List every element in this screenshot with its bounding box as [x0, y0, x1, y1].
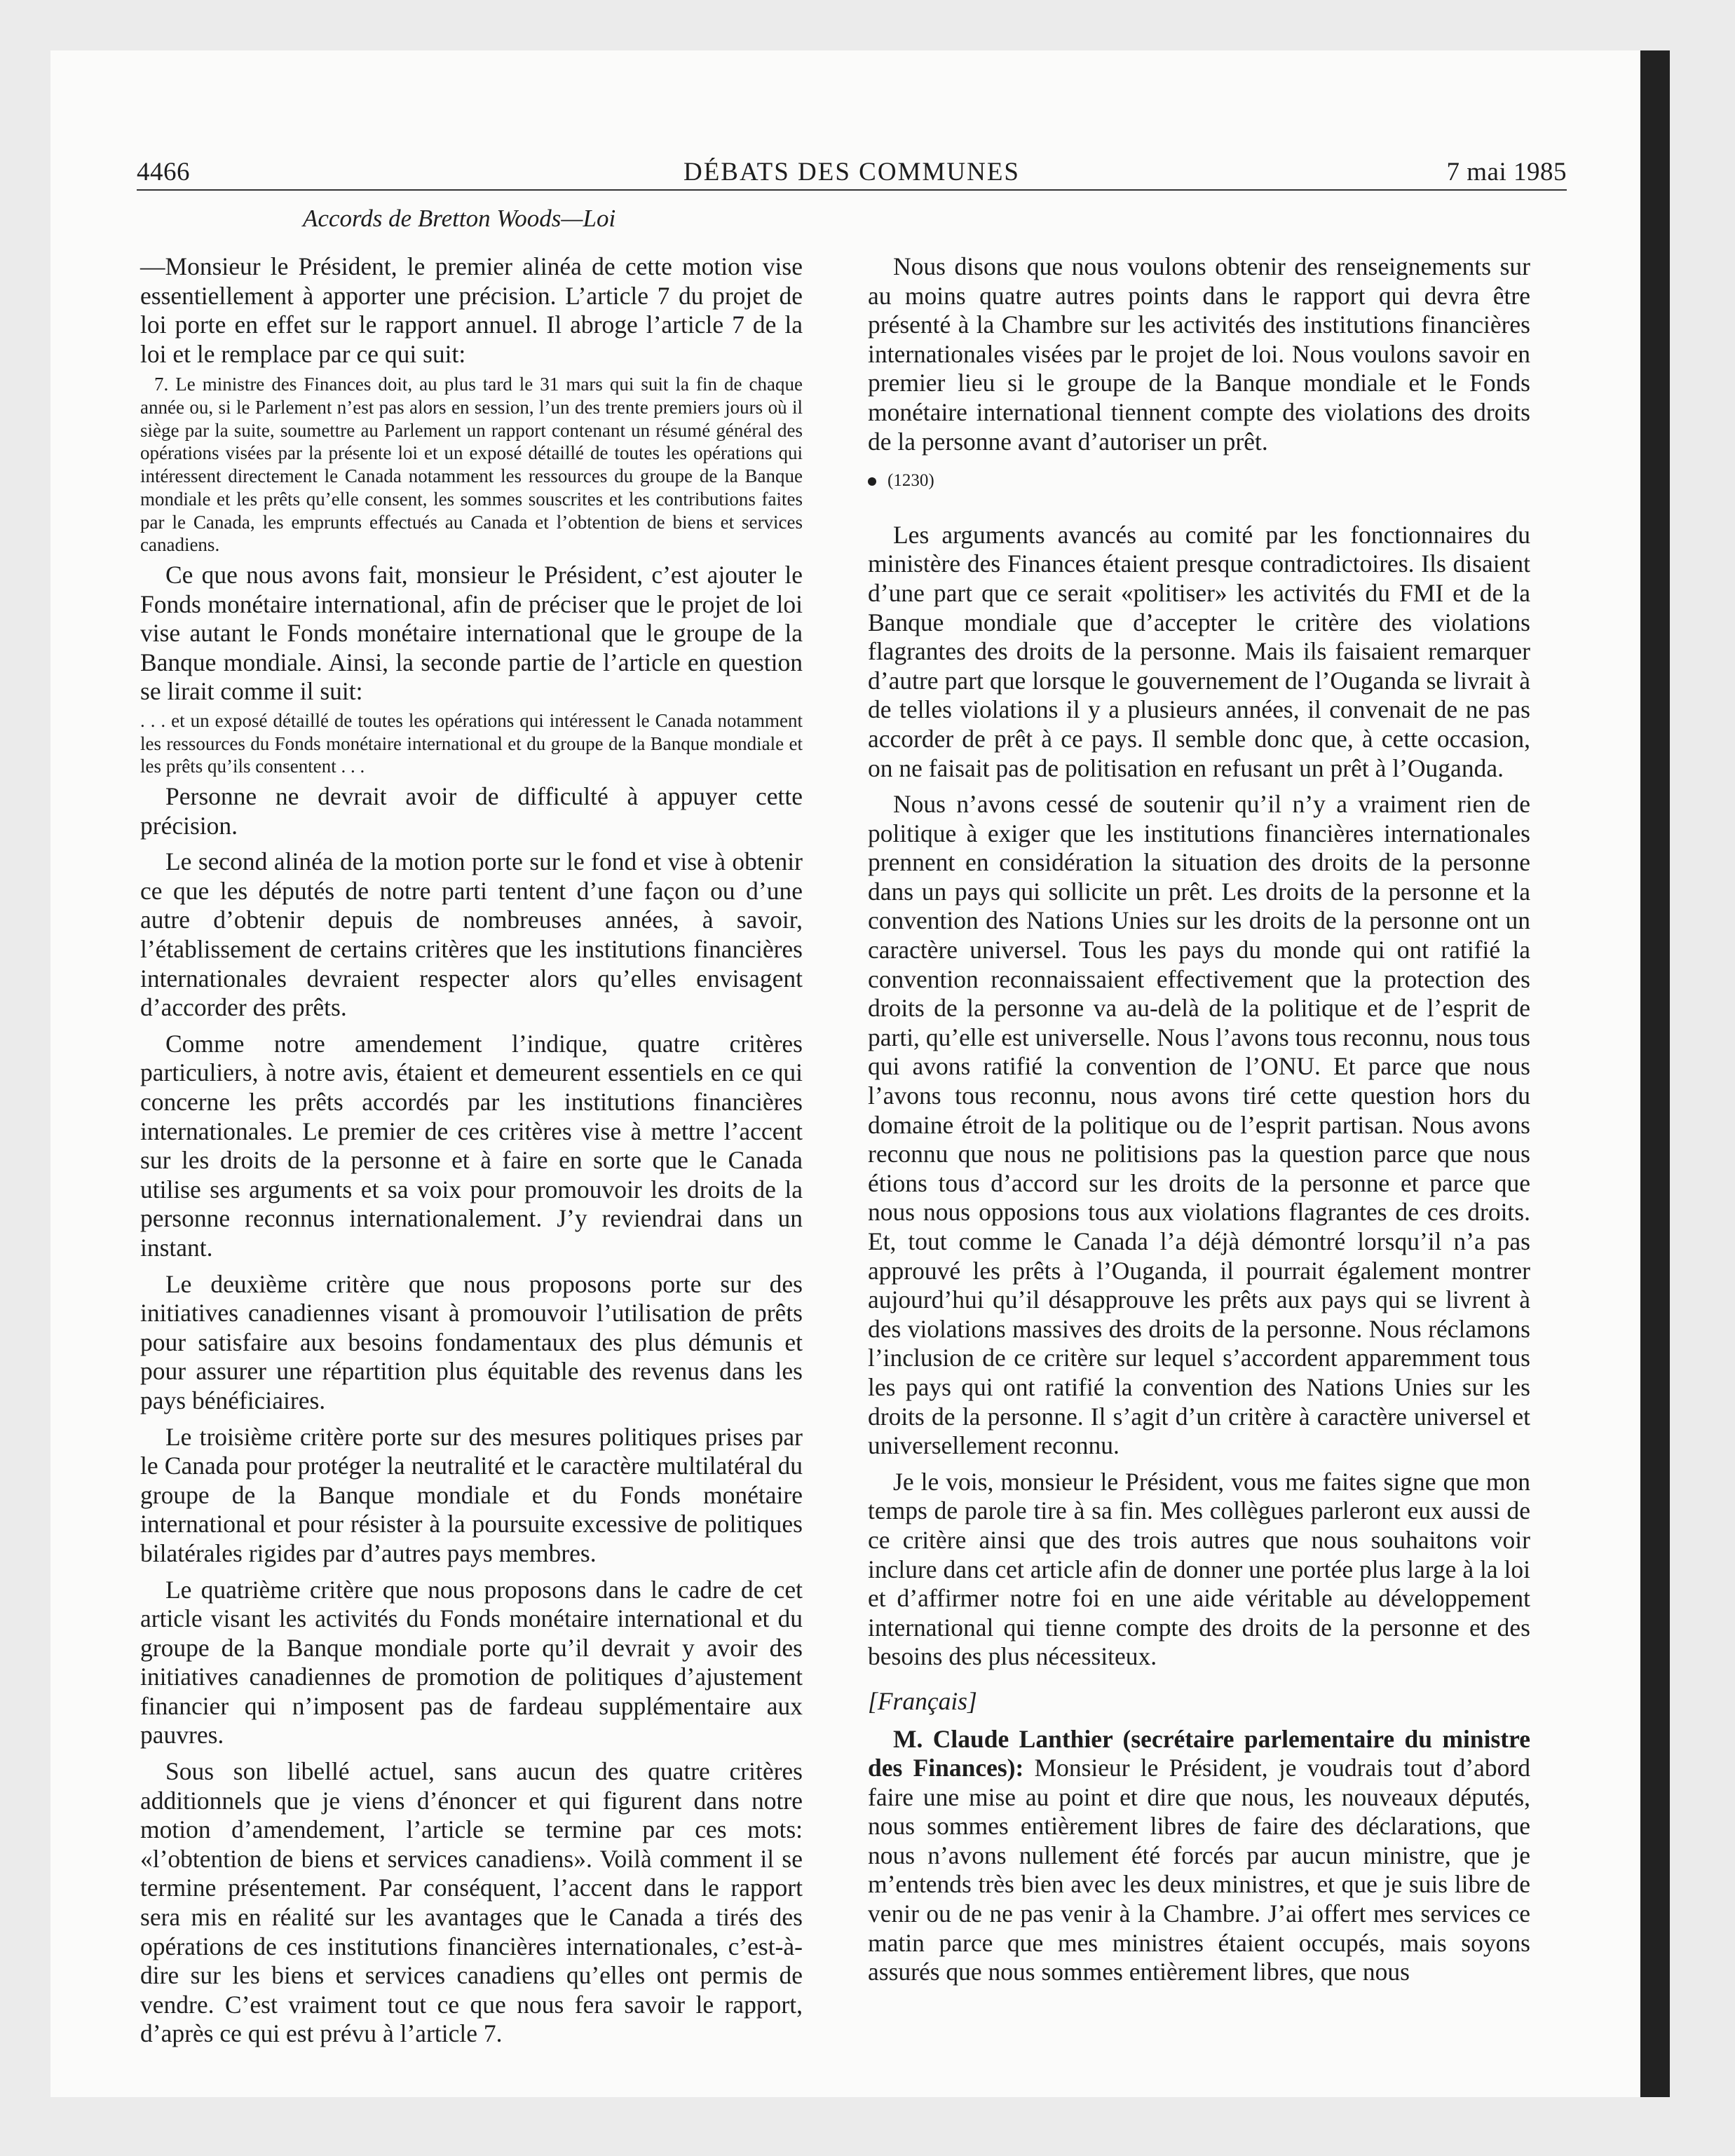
paragraph: Le quatrième critère que nous proposons dans le cadre de cet article visant les activités du Fonds monétaire international et du groupe de la Banque mondiale porte qu’il devrait y avoir des initiatives canadiennes de promotion de politiques d’ajustement financier qui n’imposent pas de fardeau supplémentaire aux pauvres.: [140, 1575, 803, 1749]
paragraph: Ce que nous avons fait, monsieur le Président, c’est ajouter le Fonds monétaire international, afin de préciser que le projet de loi vise autant le Fonds monétaire international que le groupe de la Banque mondiale. Ainsi, la seconde partie de l’article en question se lirait comme il suit:: [140, 561, 803, 706]
speech-text: Monsieur le Président, je voudrais tout d’abord faire une mise au point et dire que nous, les nouveaux députés, nous sommes entièrement libres de faire des déclarations, que nous n’avons nullement été forcés par aucun ministre, que je m’entends très bien avec les deux ministres, et que je suis libre de venir ou de ne pas venir à la Chambre. J’ai offert mes services ce matin parce que mes ministres étaient occupés, mais soyons assurés que nous sommes entièrement libres, que nous: [868, 1754, 1530, 1986]
paragraph: Personne ne devrait avoir de difficulté à appuyer cette précision.: [140, 782, 803, 840]
bullet-icon: [868, 477, 876, 486]
quoted-excerpt: . . . et un exposé détaillé de toutes les opérations qui intéressent le Canada notamment les ressources du Fonds monétaire international et du groupe de la Banque mondiale et les prêts qu’ils consentent . . .: [140, 709, 803, 777]
right-column: [868, 252, 1530, 1987]
paragraph: Le troisième critère porte sur des mesures politiques prises par le Canada pour protéger la neutralité et le caractère multilatéral du groupe de la Banque mondiale et du Fonds monétaire international et pour résister à la poursuite excessive de politiques bilatérales rigides par d’autres pays membres.: [140, 1422, 803, 1567]
paragraph: Nous disons que nous voulons obtenir des renseignements sur au moins quatre autres points dans le rapport qui devra être présenté à la Chambre sur les activités des institutions financières internationales visées par le projet de loi. Nous voulons savoir en premier lieu si le groupe de la Banque mondiale et le Fonds monétaire international tiennent compte des violations des droits de la personne avant d’autoriser un prêt.: [868, 252, 1530, 456]
speaker-name: M. Claude Lanthier (secrétaire parlementaire du ministre des Finances):: [868, 1724, 1530, 1782]
running-title: Accords de Bretton Woods—Loi: [303, 205, 616, 232]
publication-title: DÉBATS DES COMMUNES: [683, 158, 1020, 186]
timestamp: (1230): [887, 471, 934, 491]
paragraph: Les arguments avancés au comité par les fonctionnaires du ministère des Finances étaient presque contradictoires. Ils disaient d’une part que ce serait «politiser» les activités du FMI et de la Banque mondiale que d’accepter le critère des violations flagrantes des droits de la personne. Mais ils faisaient remarquer d’autre part que lorsque le gouvernement de l’Ouganda se livrait à de telles violations il y a plusieurs années, il convenait de ne pas accorder de prêt à ce pays. Il semble donc que, à cette occasion, on ne faisait pas de politisation en refusant un prêt à l’Ouganda.: [868, 520, 1530, 782]
quoted-article: 7. Le ministre des Finances doit, au plus tard le 31 mars qui suit la fin de chaque année ou, si le Parlement n’est pas alors en session, l’un des trente premiers jours où il siège par la suite, soumettre au Parlement un rapport contenant un résumé général des opérations visées par la présente loi et un exposé détaillé de toutes les opérations qui intéressent directement le Canada notamment les ressources du groupe de la Banque mondiale et les prêts qu’elle consent, les sommes souscrites et les contributions faites par le Canada, les emprunts effectués au Canada et l’obtention de biens et services canadiens.: [140, 374, 803, 556]
page-edge-shadow: [1640, 50, 1670, 2097]
sitting-date: 7 mai 1985: [1446, 158, 1567, 186]
paragraph: Nous n’avons cessé de soutenir qu’il n’y a vraiment rien de politique à exiger que les institutions financières internationales prennent en considération la situation des droits de la personne dans un pays qui sollicite un prêt. Les droits de la personne et la convention des Nations Unies sur les droits de la personne ont un caractère universel. Tous les pays du monde qui ont ratifié la convention reconnaissaient effectivement que la protection des droits de la personne va au-delà de la politique et de l’esprit de parti, qu’elle est universelle. Nous l’avons tous reconnu, nous tous qui avons ratifié la convention de l’ONU. Et parce que nous l’avons tous reconnu, nous avons tiré cette question hors du domaine étroit de la politique ou de l’esprit partisan. Nous avons reconnu que nous ne politisions pas la question parce que nous étions tous d’accord sur les droits de la personne et parce que nous nous opposions tous aux violations flagrantes de ces droits. Et, tout comme le Canada l’a déjà démontré lorsqu’il n’a pas approuvé les prêts à l’Ouganda, il pourrait également montrer aujourd’hui qu’il désapprouve les prêts aux pays qui se livrent à des violations massives des droits de la personne. Nous réclamons l’inclusion de ce critère sur lequel s’accordent apparemment tous les pays qui ont ratifié la convention des Nations Unies sur les droits de la personne. Il s’agit d’un critère à caractère universel et universellement reconnu.: [868, 790, 1530, 1460]
paragraph: Comme notre amendement l’indique, quatre critères particuliers, à notre avis, étaient et demeurent essentiels en ce qui concerne les prêts accordés par les institutions financières internationales. Le premier de ces critères vise à mettre l’accent sur les droits de la personne et à faire en sorte que le Canada utilise ses arguments et sa voix pour promouvoir les droits de la personne reconnus internationalement. J’y reviendrai dans un instant.: [140, 1029, 803, 1262]
paragraph: Sous son libellé actuel, sans aucun des quatre critères additionnels que je viens d’énoncer et qui figurent dans notre motion d’amendement, l’article se termine par ces mots: «l’obtention de biens et services canadiens». Voilà comment il se termine présentement. Par conséquent, l’accent dans le rapport sera mis en réalité sur les avantages que le Canada a tirés des opérations de ces institutions financières internationales, c’est-à-dire sur les biens et services canadiens qu’elles ont permis de vendre. C’est vraiment tout ce que nous fera savoir le rapport, d’après ce qui est prévu à l’article 7.: [140, 1757, 803, 2048]
language-marker: [Français]: [868, 1686, 977, 1715]
page-number: 4466: [137, 158, 190, 186]
left-column: [140, 252, 803, 2049]
timestamp-marker: [868, 466, 1530, 496]
paragraph: —Monsieur le Président, le premier alinéa de cette motion vise essentiellement à apporter une précision. L’article 7 du projet de loi porte en effet sur le rapport annuel. Il abroge l’article 7 de la loi et le remplace par ce qui suit:: [140, 252, 803, 368]
paragraph: Le deuxième critère que nous proposons porte sur des initiatives canadiennes visant à promouvoir l’utilisation de prêts pour satisfaire aux besoins fondamentaux des plus démunis et pour assurer une répartition plus équitable des revenus dans les pays bénéficiaires.: [140, 1269, 803, 1414]
header-rule: [137, 189, 1567, 191]
paragraph: Le second alinéa de la motion porte sur le fond et vise à obtenir ce que les députés de notre parti tentent d’une façon ou d’une autre d’obtenir depuis de nombreuses années, à savoir, l’établissement de certains critères que les institutions financières internationales devraient respecter alors qu’elles envisagent d’accorder des prêts.: [140, 847, 803, 1022]
page-header: [137, 157, 1567, 188]
speaker-paragraph: [868, 1725, 1530, 1987]
paragraph: Je le vois, monsieur le Président, vous me faites signe que mon temps de parole tire à sa fin. Mes collègues parleront eux aussi de ce critère ainsi que des trois autres que nous souhaitons voir inclure dans cet article afin de donner une portée plus large à la loi et d’affirmer notre foi en une aide véritable au développement international qui tienne compte des droits de la personne et des besoins des plus nécessiteux.: [868, 1467, 1530, 1671]
